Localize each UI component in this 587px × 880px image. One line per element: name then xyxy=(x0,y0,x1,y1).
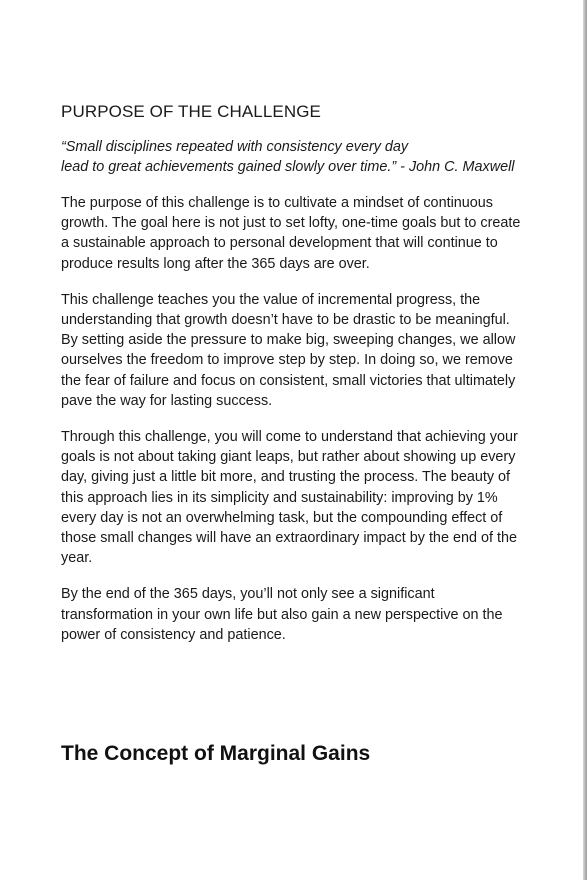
epigraph-quote xyxy=(61,137,523,177)
page-edge-shadow xyxy=(583,0,587,880)
body-paragraph: By the end of the 365 days, you’ll not only see a significant transformation in your own life but also gain a new perspective on the power of consistency and patience. xyxy=(61,586,503,643)
quote-line: lead to great achievements gained slowly over time.” - John C. Maxwell xyxy=(61,159,515,175)
section-heading: PURPOSE OF THE CHALLENGE xyxy=(61,102,321,121)
body-paragraph: The purpose of this challenge is to cultivate a mindset of continuous growth. The goal here is not just to set lofty, one-time goals but to create a sustainable approach to personal development that will continue to produce results long after the 365 days are over. xyxy=(61,195,521,272)
chapter-heading: The Concept of Marginal Gains xyxy=(61,742,371,765)
page-content xyxy=(61,101,523,661)
body-paragraph: Through this challenge, you will come to understand that achieving your goals is not about taking giant leaps, but rather about showing up every day, giving just a little bit more, and trusting the process. The beauty of this approach lies in its simplicity and sustainability: improving by 1% every day is not an overwhelming task, but the compounding effect of those small changes will have an extraordinary impact by the end of the year. xyxy=(61,429,518,567)
body-paragraph: This challenge teaches you the value of incremental progress, the understanding that growth doesn’t have to be drastic to be meaningful. By setting aside the pressure to make big, sweeping changes, we allow ourselves the freedom to improve step by step. In doing so, we remove the fear of failure and focus on consistent, small victories that ultimately pave the way for lasting success. xyxy=(61,291,516,409)
quote-line: “Small disciplines repeated with consistency every day xyxy=(61,139,409,155)
